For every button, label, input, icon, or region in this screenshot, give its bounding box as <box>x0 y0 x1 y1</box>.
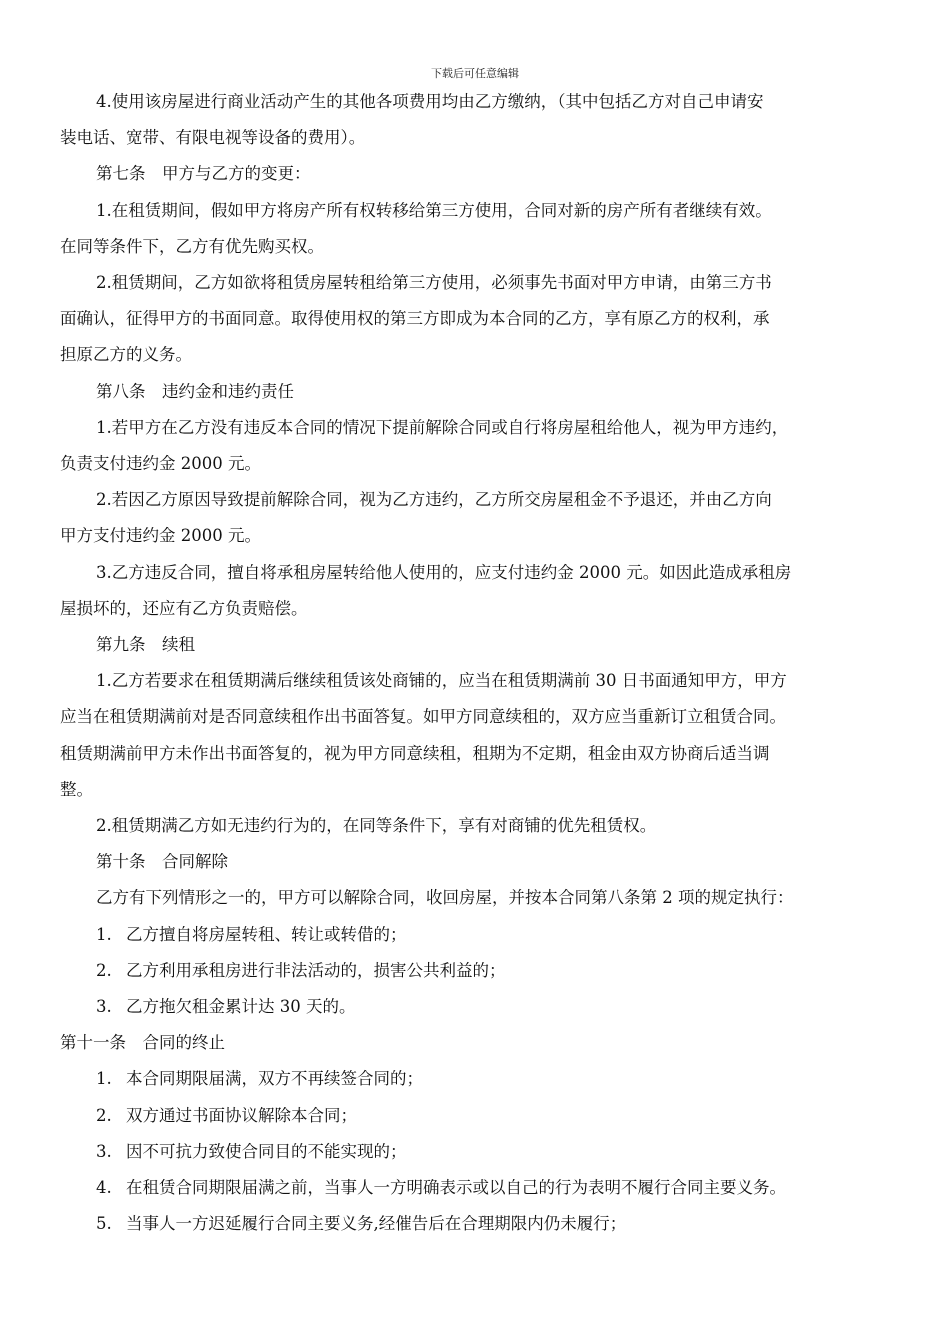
list-item <box>60 1061 892 1097</box>
list-item <box>60 1206 892 1242</box>
article-7-heading: 第七条 甲方与乙方的变更： <box>96 164 311 184</box>
clause-paragraph: 3.乙方违反合同，擅自将承租房屋转给他人使用的，应支付违约金 2000 元。如因此造成承租房 <box>96 562 792 582</box>
clause-paragraph: 负责支付违约金 2000 元。 <box>60 454 261 474</box>
clause-paragraph: 担原乙方的义务。 <box>60 345 192 365</box>
list-text: 本合同期限届满，双方不再续签合同的； <box>126 1069 423 1089</box>
list-number: 3. <box>96 1141 112 1161</box>
list-number: 2. <box>96 960 112 980</box>
clause-paragraph: 应当在租赁期满前对是否同意续租作出书面答复。如甲方同意续租的，双方应当重新订立租赁合同。 <box>60 707 786 727</box>
document-body <box>60 84 892 1243</box>
clause-paragraph: 1.若甲方在乙方没有违反本合同的情况下提前解除合同或自行将房屋租给他人，视为甲方违约， <box>96 417 789 437</box>
list-item <box>60 1134 892 1170</box>
list-number: 4. <box>96 1178 112 1198</box>
clause-paragraph: 4.使用该房屋进行商业活动产生的其他各项费用均由乙方缴纳，（其中包括乙方对自己申请安 <box>96 92 764 111</box>
clause-paragraph: 租赁期满前甲方未作出书面答复的，视为甲方同意续租，租期为不定期，租金由双方协商后适当调 <box>60 743 770 763</box>
list-number: 3. <box>96 997 112 1017</box>
clause-paragraph: 装电话、宽带、有限电视等设备的费用）。 <box>60 128 366 148</box>
article-10-heading: 第十条 合同解除 <box>96 852 228 872</box>
list-text: 乙方擅自将房屋转租、转让或转借的； <box>126 924 407 944</box>
clause-paragraph: 整。 <box>60 779 93 799</box>
list-number: 1. <box>96 924 112 944</box>
list-text: 双方通过书面协议解除本合同； <box>126 1105 357 1125</box>
list-number: 1. <box>96 1069 112 1089</box>
clause-paragraph: 甲方支付违约金 2000 元。 <box>60 526 261 546</box>
clause-paragraph: 1.乙方若要求在租赁期满后继续租赁该处商铺的，应当在租赁期满前 30 日书面通知甲方，甲方 <box>96 671 787 691</box>
list-number: 5. <box>96 1214 112 1234</box>
article-11-heading: 第十一条 合同的终止 <box>60 1033 225 1053</box>
list-text: 因不可抗力致使合同目的不能实现的； <box>126 1141 407 1161</box>
clause-paragraph: 乙方有下列情形之一的，甲方可以解除合同，收回房屋，并按本合同第八条第 2 项的规定执行： <box>96 888 794 908</box>
list-text: 乙方利用承租房进行非法活动的，损害公共利益的； <box>126 960 506 980</box>
list-item <box>60 917 892 953</box>
clause-paragraph: 面确认，征得甲方的书面同意。取得使用权的第三方即成为本合同的乙方，享有原乙方的权利，承 <box>60 309 770 329</box>
list-item <box>60 1098 892 1134</box>
list-text: 乙方拖欠租金累计达 30 天的。 <box>126 997 356 1017</box>
clause-paragraph: 2.若因乙方原因导致提前解除合同，视为乙方违约，乙方所交房屋租金不予退还，并由乙方向 <box>96 490 772 510</box>
clause-paragraph: 在同等条件下，乙方有优先购买权。 <box>60 236 324 256</box>
list-item <box>60 953 892 989</box>
article-9-heading: 第九条 续租 <box>96 635 195 655</box>
clause-paragraph: 2.租赁期间，乙方如欲将租赁房屋转租给第三方使用，必须事先书面对甲方申请，由第三方书 <box>96 273 772 293</box>
list-text: 在租赁合同期限届满之前，当事人一方明确表示或以自己的行为表明不履行合同主要义务。 <box>126 1178 786 1198</box>
article-8-heading: 第八条 违约金和违约责任 <box>96 381 294 401</box>
list-number: 2. <box>96 1105 112 1125</box>
header-note: 下载后可任意编辑 <box>431 67 519 80</box>
clause-paragraph: 1.在租赁期间，假如甲方将房产所有权转移给第三方使用，合同对新的房产所有者继续有效。 <box>96 200 772 220</box>
list-item <box>60 1170 892 1206</box>
list-text: 当事人一方迟延履行合同主要义务,经催告后在合理期限内仍未履行； <box>126 1214 627 1234</box>
clause-paragraph: 屋损坏的，还应有乙方负责赔偿。 <box>60 598 308 618</box>
clause-paragraph: 2.租赁期满乙方如无违约行为的，在同等条件下，享有对商铺的优先租赁权。 <box>96 816 657 836</box>
list-item <box>60 989 892 1025</box>
